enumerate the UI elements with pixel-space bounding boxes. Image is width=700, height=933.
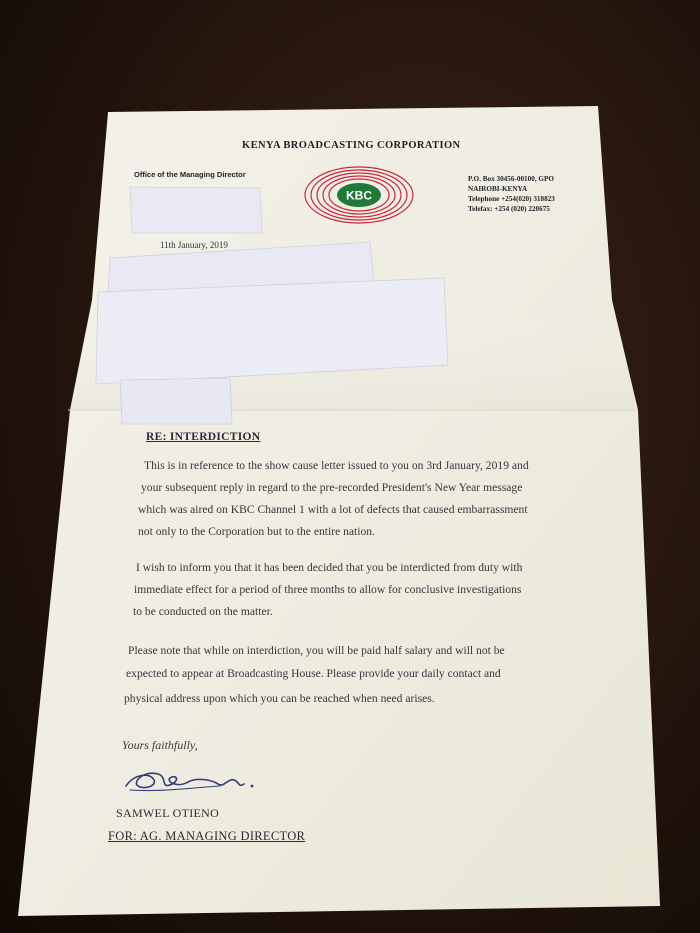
redaction-patch <box>120 378 232 424</box>
office-label: Office of the Managing Director <box>134 170 246 179</box>
handwritten-signature <box>120 766 270 800</box>
letter-date: 11th January, 2019 <box>160 240 228 250</box>
signatory-name: SAMWEL OTIENO <box>116 806 220 820</box>
address-line: Telefax: +254 (020) 220675 <box>468 205 550 213</box>
address-line: Telephone +254(020) 318823 <box>468 195 555 203</box>
logo-text: KBC <box>346 188 372 203</box>
organization-name: KENYA BROADCASTING CORPORATION <box>242 140 461 151</box>
subject-line: RE: INTERDICTION <box>146 431 261 443</box>
closing-salutation: Yours faithfully, <box>122 738 198 752</box>
redaction-patch <box>96 278 448 384</box>
address-line: P.O. Box 30456-00100, GPO <box>468 175 554 183</box>
signatory-role: FOR: AG. MANAGING DIRECTOR <box>108 829 306 843</box>
address-line: NAIROBI-KENYA <box>468 185 528 193</box>
redaction-patch <box>130 187 262 233</box>
